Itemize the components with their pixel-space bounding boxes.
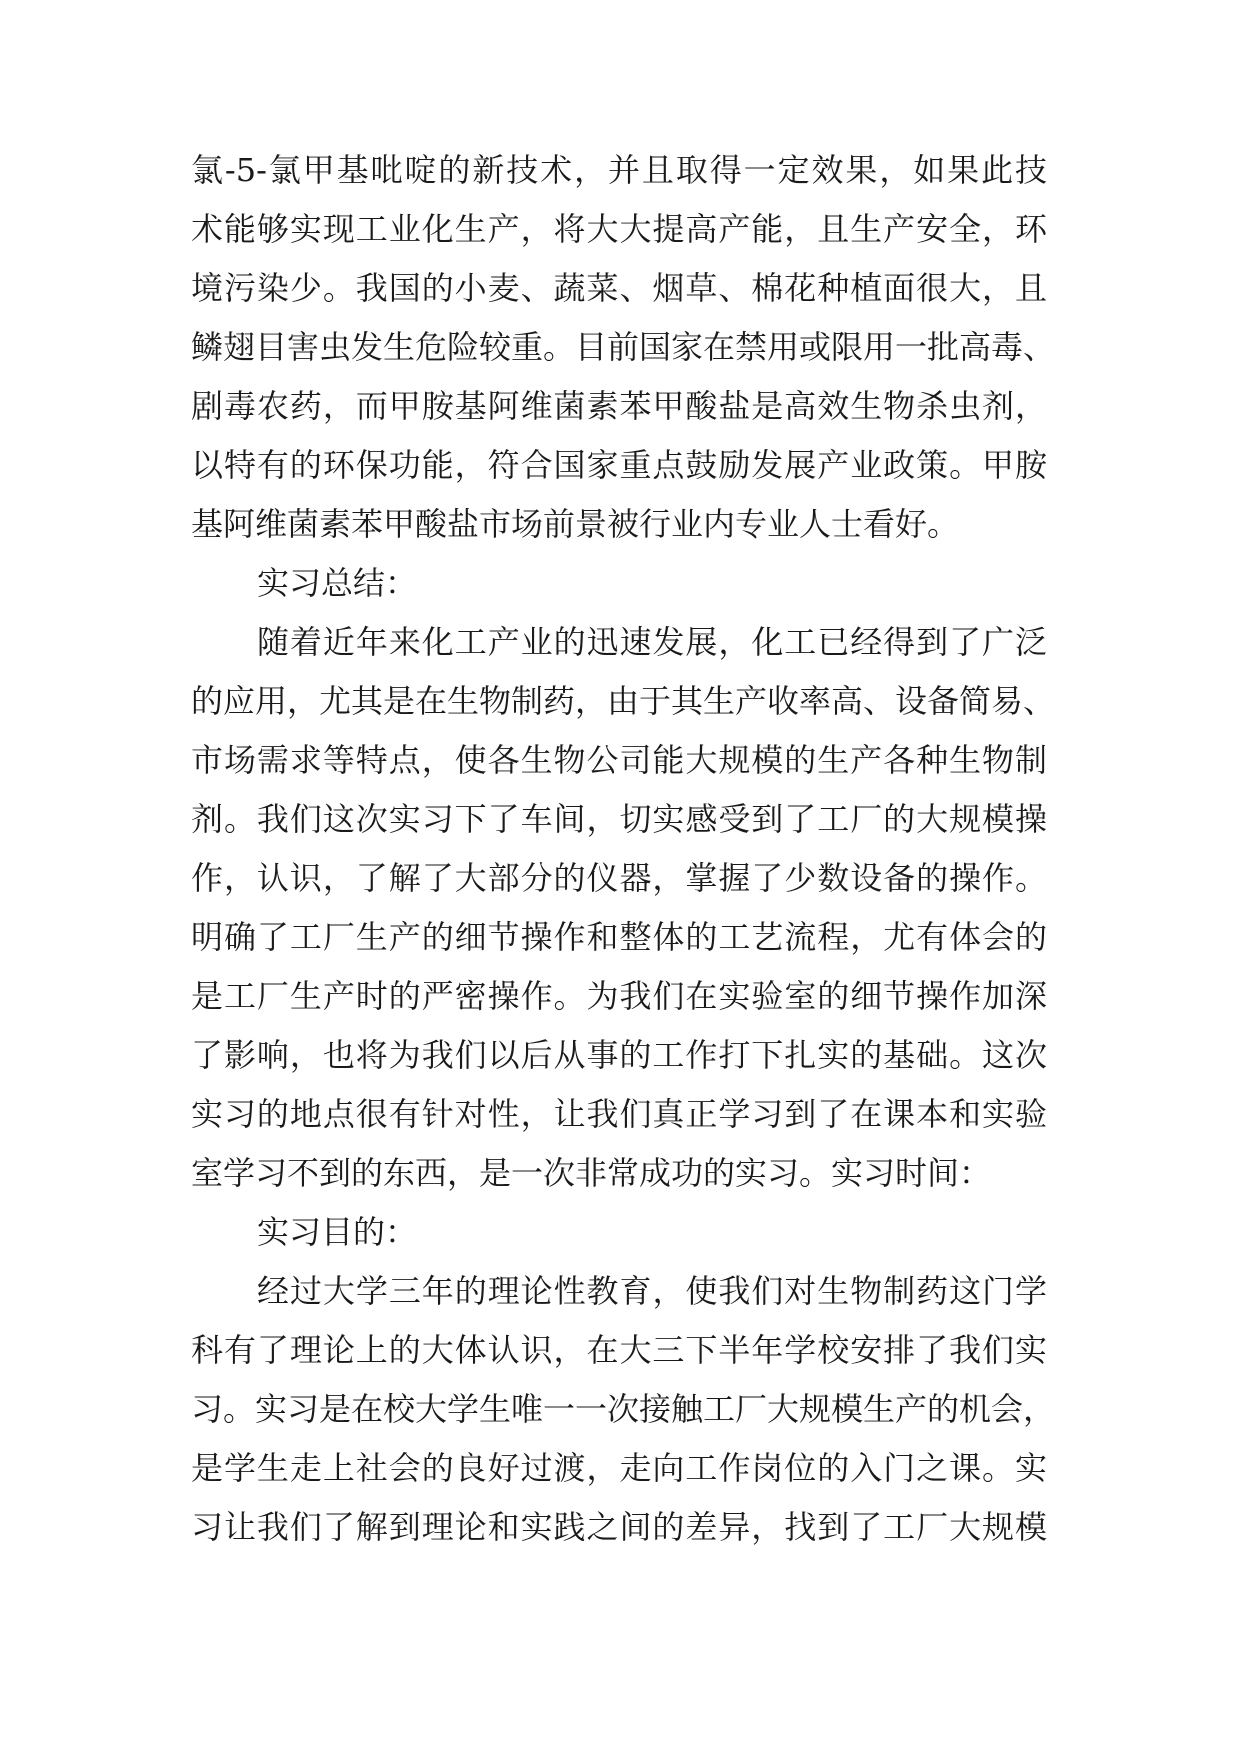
text-line: 了影响，也将为我们以后从事的工作打下扎实的基础。这次 <box>191 1036 1047 1074</box>
text-line: 实习的地点很有针对性，让我们真正学习到了在课本和实验 <box>191 1095 1047 1133</box>
text-line: 明确了工厂生产的细节操作和整体的工艺流程，尤有体会的 <box>191 918 1047 956</box>
text-line: 剧毒农药，而甲胺基阿维菌素苯甲酸盐是高效生物杀虫剂， <box>191 387 1047 425</box>
text-line: 室学习不到的东西，是一次非常成功的实习。实习时间： <box>191 1154 992 1192</box>
text-line: 市场需求等特点，使各生物公司能大规模的生产各种生物制 <box>191 741 1047 779</box>
text-line: 术能够实现工业化生产，将大大提高产能，且生产安全，环 <box>191 210 1047 248</box>
text-line: 剂。我们这次实习下了车间，切实感受到了工厂的大规模操 <box>191 800 1047 838</box>
section-heading: 实习总结： <box>257 564 418 602</box>
text-line: 以特有的环保功能，符合国家重点鼓励发展产业政策。甲胺 <box>191 446 1047 484</box>
text-line: 鳞翅目害虫发生危险较重。目前国家在禁用或限用一批高毒、 <box>191 328 1056 366</box>
text-line: 的应用，尤其是在生物制药，由于其生产收率高、设备简易、 <box>191 682 1056 720</box>
text-line: 境污染少。我国的小麦、蔬菜、烟草、棉花种植面很大，且 <box>191 269 1047 307</box>
text-line: 习。实习是在校大学生唯一一次接触工厂大规模生产的机会， <box>191 1390 1056 1428</box>
text-line: 是工厂生产时的严密操作。为我们在实验室的细节操作加深 <box>191 977 1047 1015</box>
text-line: 基阿维菌素苯甲酸盐市场前景被行业内专业人士看好。 <box>191 505 960 543</box>
text-line: 科有了理论上的大体认识，在大三下半年学校安排了我们实 <box>191 1331 1047 1369</box>
section-heading: 实习目的： <box>257 1213 418 1251</box>
text-line: 随着近年来化工产业的迅速发展，化工已经得到了广泛 <box>257 623 1047 661</box>
text-line: 是学生走上社会的良好过渡，走向工作岗位的入门之课。实 <box>191 1449 1047 1487</box>
text-line: 经过大学三年的理论性教育，使我们对生物制药这门学 <box>257 1272 1047 1310</box>
text-line: 习让我们了解到理论和实践之间的差异，找到了工厂大规模 <box>191 1508 1047 1546</box>
text-line: 作，认识，了解了大部分的仪器，掌握了少数设备的操作。 <box>191 859 1047 897</box>
text-line: 氯-5-氯甲基吡啶的新技术，并且取得一定效果，如果此技 <box>191 151 1047 189</box>
